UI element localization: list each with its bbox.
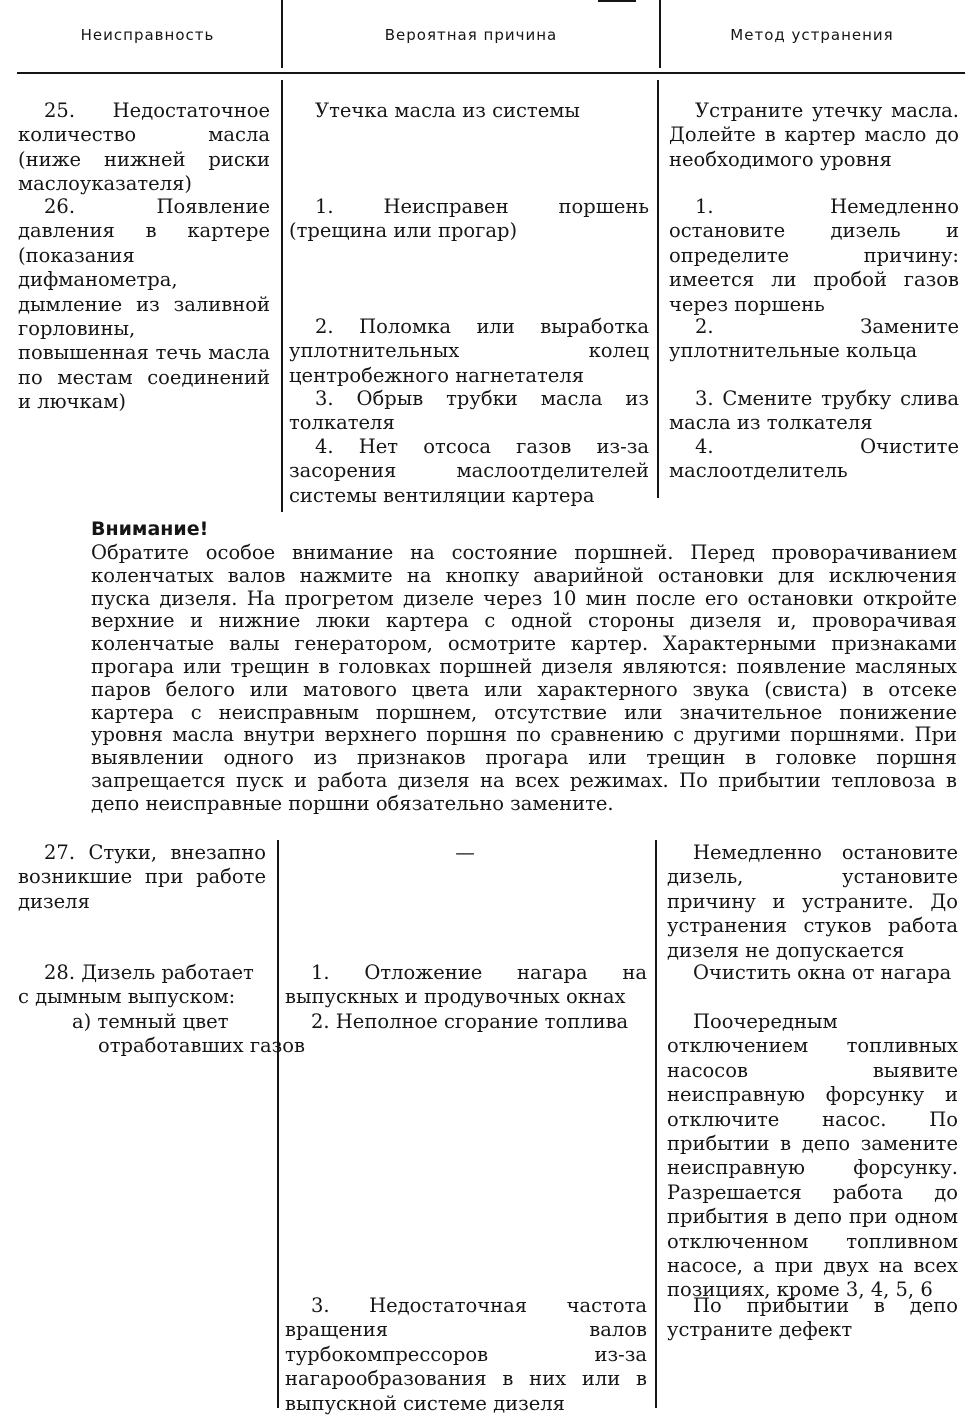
fault-28-a: а) темный цвет отработавших газов [72,1010,306,1058]
header-divider-1 [281,0,283,68]
cause-25: Утечка масла из системы [315,99,580,122]
remedy-25: Устраните утечку масла. Долейте в картер масло до необходимого уровня [669,99,959,171]
cause-27: — [455,841,475,864]
cause-26-1: 1. Неисправен поршень (трещина или прогар) [289,195,649,243]
remedy-27: Немедленно остановите дизель, установите причину и устраните. До устранения стуков работа дизеля не допускается [667,841,958,962]
cause-28-2: 2. Неполное сгорание топлива [311,1010,629,1033]
remedy-26-3: 3. Смените трубку слива масла из толкателя [669,387,959,435]
remedy-26-4: 4. Очистите маслоотделитель [669,435,959,483]
fault-26: 26. Появление давления в картере (показания дифманометра, дымление из заливной горловины, повышенная течь масла по местам соединений и лючкам) [18,195,270,414]
cause-26-3: 3. Обрыв трубки масла из толкателя [289,387,649,435]
top-divider-1 [281,80,283,512]
header-remedy: Метод устранения [730,26,894,44]
remedy-28-2: Поочередным отключением топливных насосов выявите неисправную форсунку и отключите насос. По прибытии в депо замените неисправную форсунку. Разрешается работа до прибытия в депо при одном отключенном топливном насосе, а при двух на всех позициях, кроме 3, 4, 5, 6 [667,1010,958,1302]
header-underline [17,72,965,74]
bottom-divider-2 [655,840,657,1408]
cause-26-4: 4. Нет отсоса газов из-за засорения маслоотделителей системы вентиляции картера [289,435,649,507]
bottom-divider-1 [277,840,279,1408]
remedy-26-2: 2. Замените уплотнительные кольца [669,315,959,363]
top-divider-2 [657,80,659,498]
remedy-28-3: По прибытии в депо устраните дефект [667,1294,958,1342]
fault-27: 27. Стуки, внезапно возникшие при работе дизеля [18,841,266,913]
header-fault: Неисправность [80,26,215,44]
fault-25: 25. Недостаточное количество масла (ниже нижней риски маслоуказателя) [18,99,270,196]
header-top-stub [598,0,636,2]
cause-28-3: 3. Недостаточная частота вращения валов турбокомпрессоров из-за нагарообразования в них или в выпускной системе дизеля [285,1294,647,1415]
cause-28-1: 1. Отложение нагара на выпускных и продувочных окнах [285,961,647,1009]
remedy-26-1: 1. Немедленно остановите дизель и определите причину: имеется ли пробой газов через поршень [669,195,959,316]
note-title: Внимание! [91,518,209,540]
cause-26-2: 2. Поломка или выработка уплотнительных колец центробежного нагнетателя [289,315,649,387]
remedy-28-1: Очистить окна от нагара [693,961,952,984]
fault-28: 28. Дизель работает с дымным выпуском: [18,961,254,1009]
header-divider-2 [659,0,661,68]
note-text: Обратите особое внимание на состояние поршней. Перед проворачиванием коленчатых валов нажмите на кнопку аварийной остановки для исключения пуска дизеля. На прогретом дизеле через 10 мин после его остановки откройте верхние и нижние люки картера с одной стороны дизеля и, проворачивая коленчатые валы генератором, осмотрите картер. Характерными признаками прогара или трещин в головках поршней дизеля являются: появление масляных паров белого или матового цвета или характерного звука (свиста) в отсеке картера с неисправным поршнем, отсутствие или значительное понижение уровня масла внутри верхнего поршня по сравнению с другими поршнями. При выявлении одного из признаков прогара или трещин в головке поршня запрещается пуск и работа дизеля на всех режимах. По прибытии тепловоза в депо неисправные поршни обязательно замените. [91,541,957,815]
header-cause: Вероятная причина [384,26,558,44]
